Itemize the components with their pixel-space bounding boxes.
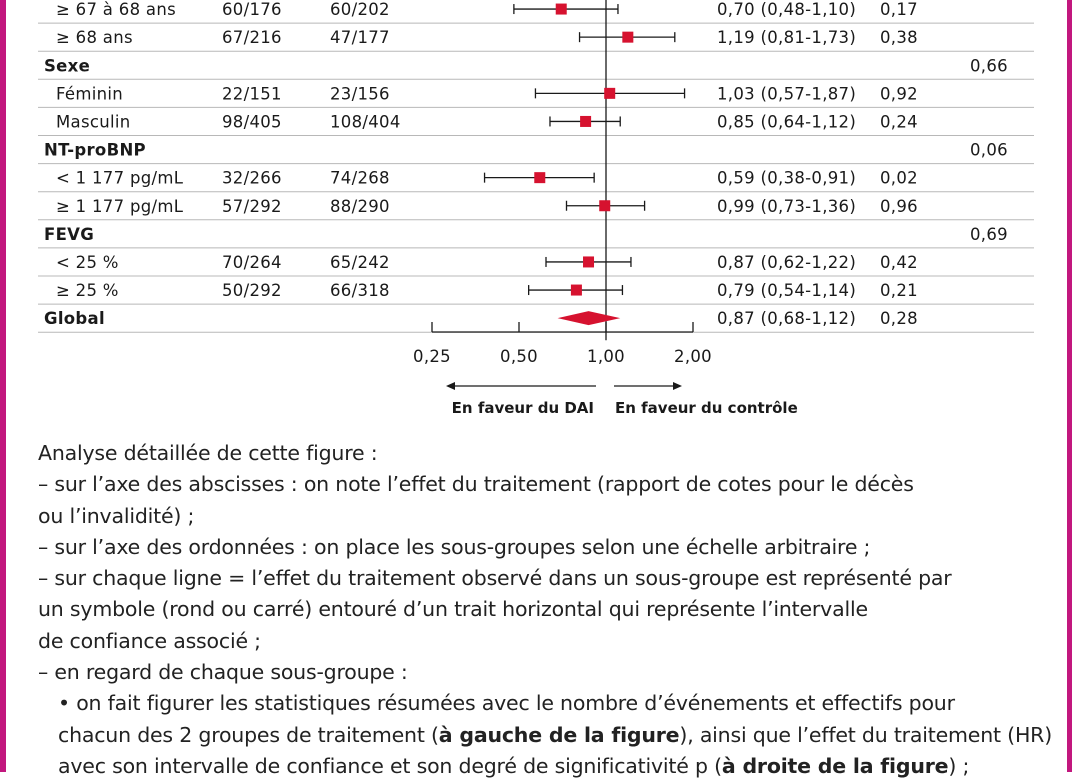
events-control: 23/156 [330, 84, 390, 104]
hr-marker [583, 256, 594, 267]
interaction-p-value: 0,06 [970, 140, 1008, 160]
favor-left-label: En faveur du DAI [451, 399, 594, 417]
group-header: Sexe [44, 56, 91, 76]
hr-marker [580, 116, 591, 127]
analysis-text [38, 438, 1053, 782]
p-value: 0,92 [880, 84, 918, 104]
subgroup-label: ≥ 68 ans [56, 28, 133, 48]
analysis-line: ou l’invalidité) ; [38, 503, 195, 528]
hr-ci-value: 0,79 (0,54-1,14) [717, 281, 857, 301]
favor-right-label: En faveur du contrôle [615, 399, 798, 417]
hr-ci-value: 0,87 (0,68-1,12) [717, 309, 857, 329]
hr-marker [622, 32, 633, 43]
x-tick-label: 2,00 [674, 347, 712, 366]
arrow-left-head [446, 382, 455, 390]
analysis-bullet: • on fait figurer les statistiques résumées avec le nombre d’événements et effectifs pour [58, 691, 955, 716]
events-control: 47/177 [330, 28, 390, 48]
hr-ci-value: 0,59 (0,38-0,91) [717, 168, 857, 188]
events-dai: 32/266 [222, 168, 282, 188]
x-tick-label: 1,00 [587, 347, 625, 366]
hr-ci-value: 1,03 (0,57-1,87) [717, 84, 857, 104]
events-dai: 57/292 [222, 196, 282, 216]
hr-ci-value: 0,99 (0,73-1,36) [717, 196, 857, 216]
subgroup-label: < 1 177 pg/mL [56, 168, 184, 188]
events-dai: 98/405 [222, 112, 282, 132]
events-control: 108/404 [330, 112, 401, 132]
p-value: 0,21 [880, 281, 918, 301]
events-control: 65/242 [330, 252, 390, 272]
p-value: 0,28 [880, 309, 918, 329]
interaction-p-value: 0,69 [970, 224, 1008, 244]
subgroup-label: ≥ 1 177 pg/mL [56, 196, 184, 216]
p-value: 0,24 [880, 112, 918, 132]
analysis-emphasis: à droite de la figure [721, 753, 949, 778]
interaction-p-value: 0,66 [970, 56, 1008, 76]
p-value: 0,02 [880, 168, 918, 188]
events-dai: 67/216 [222, 28, 282, 48]
analysis-line: – sur chaque ligne = l’effet du traitement observé dans un sous-groupe est représenté par [38, 566, 952, 591]
subgroup-label: < 25 % [56, 252, 119, 272]
p-value: 0,96 [880, 196, 918, 216]
analysis-line: – sur l’axe des abscisses : on note l’effet du traitement (rapport de cotes pour le décès [38, 472, 914, 497]
events-dai: 50/292 [222, 281, 282, 301]
subgroup-label: ≥ 67 à 68 ans [56, 0, 176, 20]
analysis-span: avec son intervalle de confiance et son degré de significativité p ( [58, 753, 722, 778]
hr-marker [571, 285, 582, 296]
analysis-line: – sur l’axe des ordonnées : on place les sous-groupes selon une échelle arbitraire ; [38, 534, 871, 559]
hr-marker [534, 172, 545, 183]
x-tick-label: 0,50 [500, 347, 538, 366]
hr-marker [604, 88, 615, 99]
hr-ci-value: 0,70 (0,48-1,10) [717, 0, 857, 20]
hr-ci-value: 0,87 (0,62-1,22) [717, 252, 857, 272]
analysis-line: de confiance associé ; [38, 628, 261, 653]
overall-diamond [558, 311, 621, 325]
analysis-emphasis: à gauche de la figure [438, 722, 680, 747]
p-value: 0,42 [880, 252, 918, 272]
hr-marker [599, 200, 610, 211]
group-header: NT-proBNP [44, 140, 146, 160]
analysis-span: chacun des 2 groupes de traitement ( [58, 722, 439, 747]
analysis-line [38, 751, 1038, 782]
hr-marker [556, 4, 567, 15]
p-value: 0,38 [880, 28, 918, 48]
group-header: FEVG [44, 224, 95, 244]
events-dai: 22/151 [222, 84, 282, 104]
subgroup-label: ≥ 25 % [56, 281, 119, 301]
events-control: 60/202 [330, 0, 390, 20]
subgroup-label: Masculin [56, 112, 131, 132]
events-dai: 60/176 [222, 0, 282, 20]
events-dai: 70/264 [222, 252, 282, 272]
subgroup-label: Féminin [56, 84, 123, 104]
events-control: 88/290 [330, 196, 390, 216]
analysis-line [38, 720, 1053, 751]
analysis-line: un symbole (rond ou carré) entouré d’un trait horizontal qui représente l’intervalle [38, 597, 868, 622]
overall-label: Global [44, 309, 105, 329]
hr-ci-value: 0,85 (0,64-1,12) [717, 112, 857, 132]
analysis-span: ) ; [948, 753, 970, 778]
x-tick-label: 0,25 [413, 347, 451, 366]
analysis-line: – en regard de chaque sous-groupe : [38, 660, 408, 685]
p-value: 0,17 [880, 0, 918, 20]
events-control: 66/318 [330, 281, 390, 301]
hr-ci-value: 1,19 (0,81-1,73) [717, 28, 857, 48]
arrow-right-head [673, 382, 682, 390]
analysis-span: ), ainsi que l’effet du traitement (HR) [679, 722, 1053, 747]
analysis-line: Analyse détaillée de cette figure : [38, 441, 378, 465]
events-control: 74/268 [330, 168, 390, 188]
